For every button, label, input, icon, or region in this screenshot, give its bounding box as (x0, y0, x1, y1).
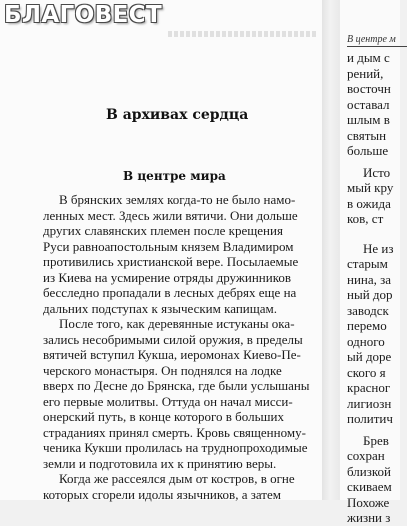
text-line: противились христианской вере. Посылаемые (43, 254, 299, 269)
text-line: близкой (347, 463, 391, 479)
text-line: зались несобримыми силой оружия, в пределы (43, 331, 303, 347)
text-line: рений, (347, 65, 384, 81)
text-line: сохран (347, 448, 385, 463)
right-page (340, 0, 400, 525)
text-line: других славянских племен после крещения (43, 223, 283, 238)
text-line: ный дор (347, 287, 393, 302)
text-line: лигиозн (347, 395, 392, 411)
text-line: Похоже (347, 494, 390, 510)
text-line: В брянских землях когда-то не было намо- (59, 192, 296, 207)
text-line: Не из (363, 240, 394, 256)
text-line: нина, за (347, 271, 392, 287)
text-line: жизни з (347, 510, 391, 525)
text-line: из Киева на усмирение отряды дружинников (43, 269, 291, 285)
text-line: Руси равноапостольным князем Владимиром (43, 238, 294, 254)
text-line: красног (347, 380, 391, 395)
subsection-title: В центре мира (123, 169, 226, 183)
text-line: дальних подступах к языческим капищам. (43, 300, 277, 316)
text-line: бесследно пропадали в лесных дебрях еще на (43, 285, 297, 300)
text-line: черского монастыря. Он поднялся на лодке (43, 362, 282, 378)
text-line: мый кру (347, 180, 394, 195)
text-line: вверх по Десне до Брянска, где были услышаны (43, 378, 310, 393)
text-line: в ожида (347, 195, 391, 211)
text-line: восточн (347, 81, 391, 96)
text-line: старым (347, 256, 388, 271)
text-line: Исто (363, 164, 391, 180)
text-line: и дым с (347, 50, 390, 65)
right-page-body-text (347, 50, 407, 526)
text-line: ков, ст (347, 211, 384, 226)
text-line: ленных мест. Здесь жили вятичи. Они дольше (43, 207, 298, 223)
book-gutter (322, 0, 340, 500)
text-line: политич (347, 411, 393, 426)
left-page-body-text (43, 192, 321, 502)
text-line: ый доре (347, 349, 392, 364)
text-line: вятичей вступил Кукша, иеромонах Киево-Пе- (43, 347, 301, 362)
text-line: Брев (363, 432, 389, 448)
right-page-header: В центре м (347, 34, 407, 47)
section-title: В архивах сердца (106, 107, 249, 123)
text-line: скиваем (347, 479, 392, 494)
text-line: которых сгорели идолы язычников, а затем (43, 486, 281, 502)
text-line: перемо (347, 318, 387, 333)
left-page-header-fragment (168, 31, 318, 37)
text-line: земли и подготовила их к принятию веры. (43, 455, 277, 471)
paragraph-gap (347, 227, 407, 241)
text-line: шлым в (347, 112, 390, 127)
text-line: страданиях принял смерть. Кровь священному- (43, 424, 306, 440)
text-line: его первые молитвы. Оттуда он начал мисси- (43, 393, 293, 409)
text-line: одного (347, 333, 385, 349)
text-line: ченика Кукши пролилась на труднопроходимые (43, 440, 308, 455)
text-line: После того, как деревянные истуканы ока- (59, 316, 295, 331)
text-line: святын (347, 127, 387, 143)
text-line: Когда же рассеялся дым от костров, в огне (59, 471, 295, 486)
text-line: больше (347, 143, 389, 158)
brand-logo: БЛАГОВЕСТ (4, 2, 163, 28)
text-line: онерский путь, в конце которого в больших (43, 409, 284, 424)
text-line: заводск (347, 302, 389, 318)
text-line: ского я (347, 364, 386, 380)
text-line: оставал (347, 96, 390, 112)
